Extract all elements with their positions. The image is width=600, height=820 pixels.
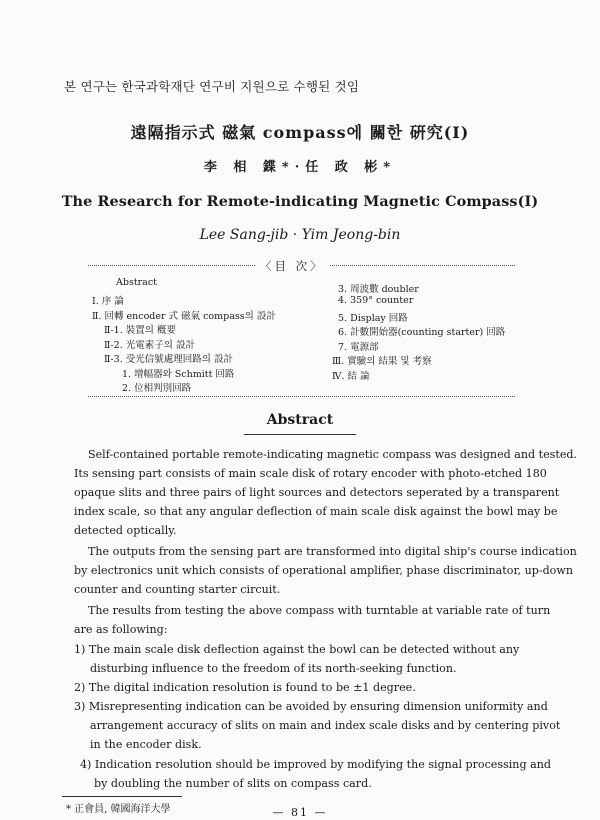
abstract-line: are as following:: [74, 623, 168, 636]
toc-title: 〈目 次〉: [256, 258, 329, 274]
toc-item: 5. Display 回路: [338, 313, 408, 324]
abstract-line: Its sensing part consists of main scale disk of rotary encoder with photo-etched 180: [74, 467, 547, 480]
toc-item: Ⅱ-3. 受光信號處理回路의 設計: [104, 354, 233, 365]
toc-item: 4. 359° counter: [338, 295, 414, 306]
result-item: disturbing influence to the freedom of its north-seeking function.: [90, 662, 457, 675]
toc-item: Ⅱ. 回轉 encoder 式 磁氣 compass의 設計: [92, 311, 276, 322]
result-item: 4) Indication resolution should be improved by modifying the signal processing and: [80, 758, 551, 771]
toc-item: Ⅱ-1. 裝置의 槪要: [104, 325, 176, 336]
result-item: arrangement accuracy of slits on main and index scale disks and by centering pivot: [90, 719, 561, 732]
toc-item: Ⅲ. 實驗의 結果 및 考察: [332, 356, 432, 367]
result-item: by doubling the number of slits on compass card.: [94, 777, 372, 790]
title-english: The Research for Remote-indicating Magnetic Compass(Ⅰ): [61, 193, 539, 210]
result-item: 2) The digital indication resolution is found to be ±1 degree.: [74, 681, 416, 694]
funding-note: 본 연구는 한국과학재단 연구비 지원으로 수행된 것임: [64, 79, 360, 94]
footnote-rule: [62, 796, 182, 797]
abstract-line: Self-contained portable remote-indicating magnetic compass was designed and tested.: [88, 448, 578, 461]
abstract-line: by electronics unit which consists of operational amplifier, phase discriminator, up-down: [74, 564, 573, 577]
toc-item: Ⅳ. 結 論: [332, 371, 370, 382]
authors-korean: 李 相 鍱*·任 政 彬*: [203, 160, 397, 175]
abstract-line: counter and counting starter circuit.: [74, 583, 281, 596]
abstract-line: opaque slits and three pairs of light sources and detectors seperated by a transparent: [74, 486, 560, 499]
result-item: 1) The main scale disk deflection against the bowl can be detected without any: [74, 643, 520, 656]
table-of-contents: [88, 259, 515, 397]
result-item: 3) Misrepresenting indication can be avoided by ensuring dimension uniformity and: [74, 700, 548, 713]
footnote: * 正會員, 韓國海洋大學: [66, 804, 171, 815]
page-number: — 81 —: [272, 806, 328, 819]
abstract-underline: [244, 434, 356, 435]
abstract-line: The results from testing the above compass with turntable at variable rate of turn: [88, 604, 551, 617]
result-item: in the encoder disk.: [90, 738, 202, 751]
title-korean: 遠隔指示式 磁氣 compass에 關한 硏究(Ⅰ): [130, 123, 470, 142]
abstract-line: detected optically.: [74, 524, 177, 537]
authors-english: Lee Sang-jib · Yim Jeong-bin: [199, 227, 401, 243]
abstract-line: index scale, so that any angular deflection of main scale disk against the bowl may be: [74, 505, 558, 518]
abstract-line: The outputs from the sensing part are transformed into digital ship's course indication: [88, 545, 577, 558]
abstract-heading: Abstract: [266, 412, 334, 428]
toc-item: Ⅰ. 序 論: [92, 296, 124, 307]
toc-item: 1. 增幅器와 Schmitt 回路: [122, 369, 235, 380]
toc-item: 2. 位相判別回路: [122, 383, 192, 394]
toc-item: 7. 電源部: [338, 342, 379, 353]
toc-item: Abstract: [116, 277, 157, 288]
toc-item: Ⅱ-2. 光電素子의 設計: [104, 340, 195, 351]
toc-item: 6. 計數開始器(counting starter) 回路: [338, 327, 506, 338]
toc-item: 3. 周波數 doubler: [338, 284, 419, 295]
